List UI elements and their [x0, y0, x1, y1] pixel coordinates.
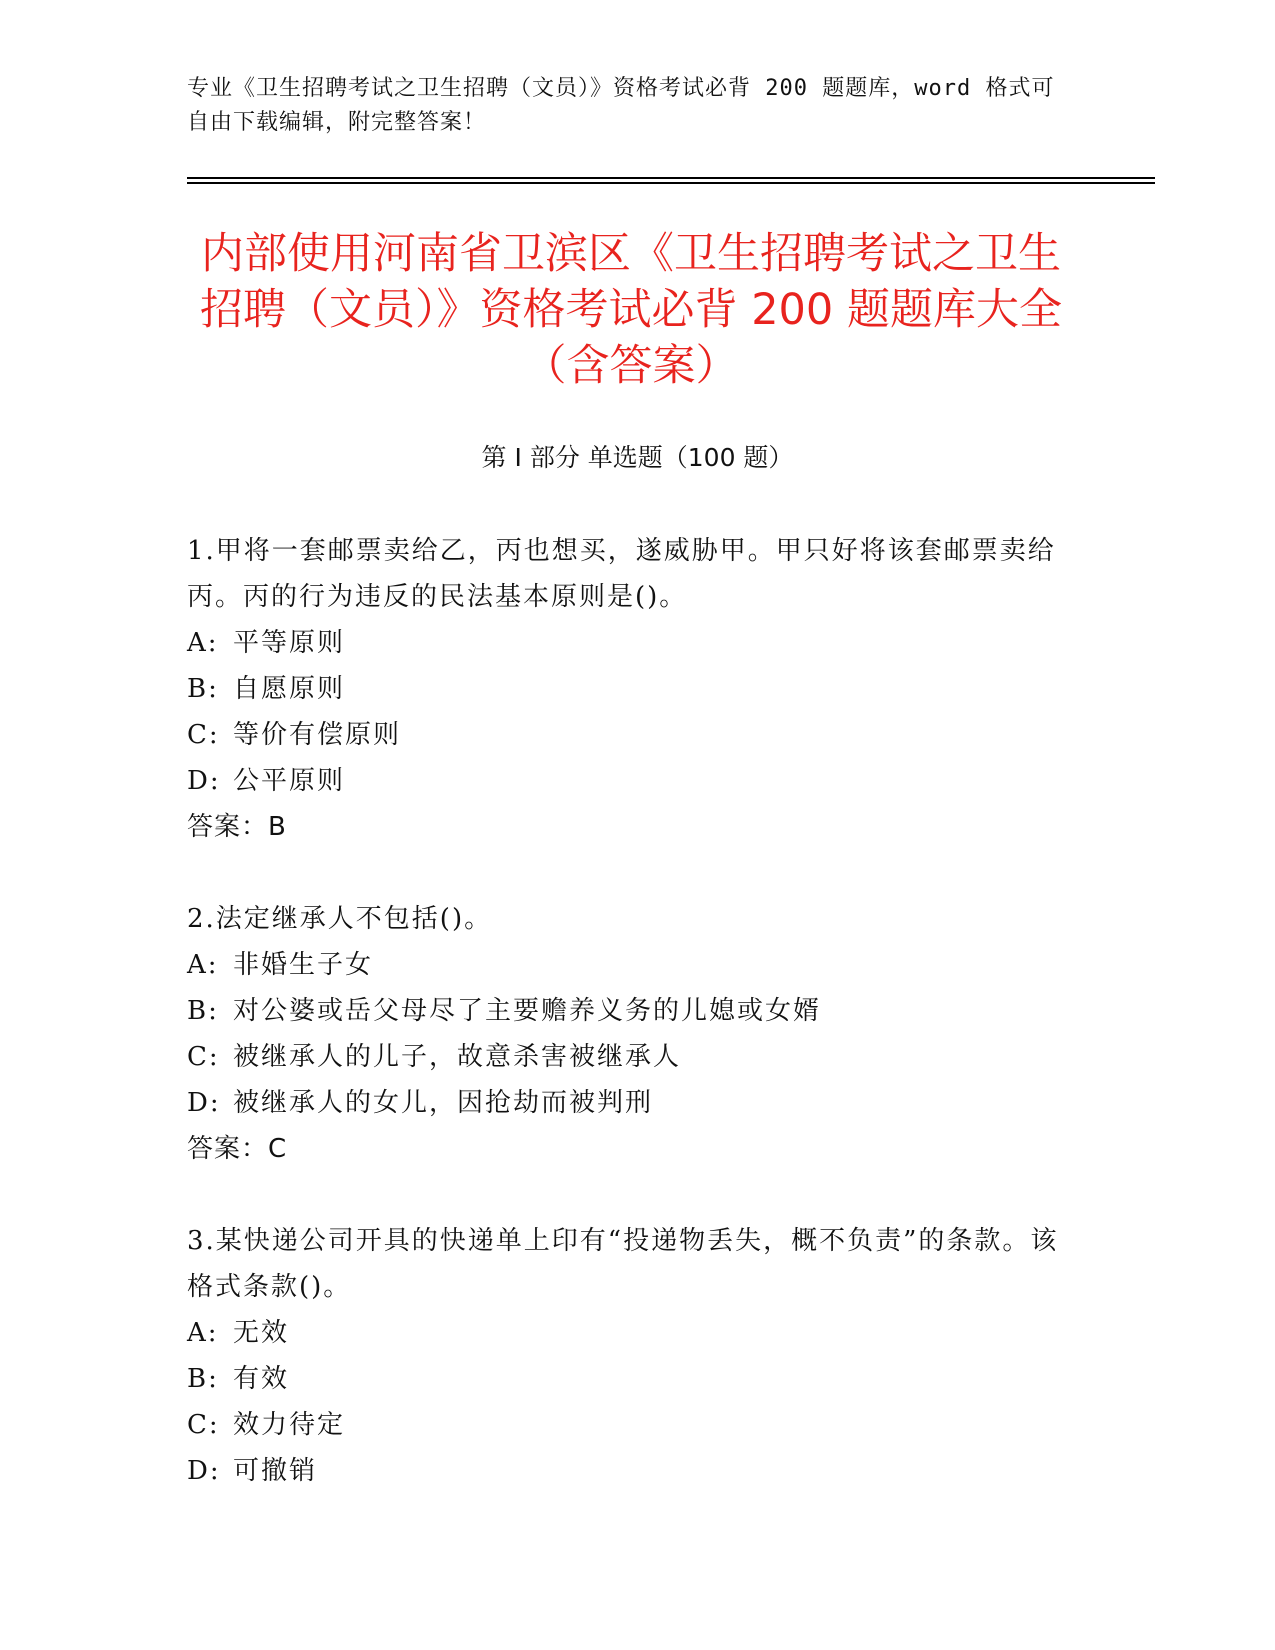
option-key: B:: [187, 996, 219, 1026]
option-key: A:: [187, 628, 219, 658]
answer-line: 答案：B: [187, 812, 287, 842]
option-b: [187, 666, 1067, 712]
option-text: 自愿原则: [233, 674, 346, 704]
option-text: 效力待定: [233, 1410, 346, 1440]
option-text: 被继承人的儿子，故意杀害被继承人: [233, 1042, 682, 1072]
option-key: B:: [187, 1364, 219, 1394]
option-a: [187, 942, 1067, 988]
question-list: [187, 528, 1067, 1540]
option-text: 非婚生子女: [233, 950, 374, 980]
section-title: 第 I 部分 单选题（100 题）: [481, 443, 794, 472]
header-divider: [187, 182, 1155, 184]
question-stem: 3.某快递公司开具的快递单上印有“投递物丢失，概不负责”的条款。该格式条款()。: [187, 1226, 1059, 1302]
option-c: [187, 1034, 1067, 1080]
option-a: [187, 1310, 1067, 1356]
option-text: 无效: [233, 1318, 290, 1348]
option-text: 可撤销: [233, 1456, 318, 1486]
option-key: A:: [187, 1318, 219, 1348]
question-item: [187, 1218, 1067, 1494]
option-text: 平等原则: [233, 628, 346, 658]
option-key: C:: [187, 1042, 220, 1072]
document-title: 内部使用河南省卫滨区《卫生招聘考试之卫生招聘（文员）》资格考试必背 200 题题库大全（含答案）: [200, 229, 1062, 391]
option-c: [187, 1402, 1067, 1448]
header-divider: [187, 177, 1155, 179]
header-note: 专业《卫生招聘考试之卫生招聘（文员）》资格考试必背 200 题题库，word 格式可自由下载编辑，附完整答案！: [187, 76, 1055, 135]
option-key: C:: [187, 720, 220, 750]
question-item: [187, 528, 1067, 850]
option-key: B:: [187, 674, 219, 704]
option-text: 有效: [233, 1364, 290, 1394]
answer-line: 答案：C: [187, 1134, 288, 1164]
option-b: [187, 1356, 1067, 1402]
option-d: [187, 1448, 1067, 1494]
option-key: C:: [187, 1410, 220, 1440]
option-text: 等价有偿原则: [233, 720, 402, 750]
option-d: [187, 1080, 1067, 1126]
option-d: [187, 758, 1067, 804]
option-key: A:: [187, 950, 219, 980]
option-text: 公平原则: [233, 766, 346, 796]
question-stem: 2.法定继承人不包括()。: [187, 904, 493, 934]
option-text: 对公婆或岳父母尽了主要赡养义务的儿媳或女婿: [233, 996, 822, 1026]
option-key: D:: [187, 1088, 221, 1118]
question-stem: 1.甲将一套邮票卖给乙，丙也想买，遂威胁甲。甲只好将该套邮票卖给丙。丙的行为违反的民法基本原则是()。: [187, 536, 1056, 612]
option-a: [187, 620, 1067, 666]
option-c: [187, 712, 1067, 758]
option-text: 被继承人的女儿，因抢劫而被判刑: [233, 1088, 654, 1118]
option-key: D:: [187, 1456, 221, 1486]
question-item: [187, 896, 1067, 1172]
option-key: D:: [187, 766, 221, 796]
option-b: [187, 988, 1067, 1034]
